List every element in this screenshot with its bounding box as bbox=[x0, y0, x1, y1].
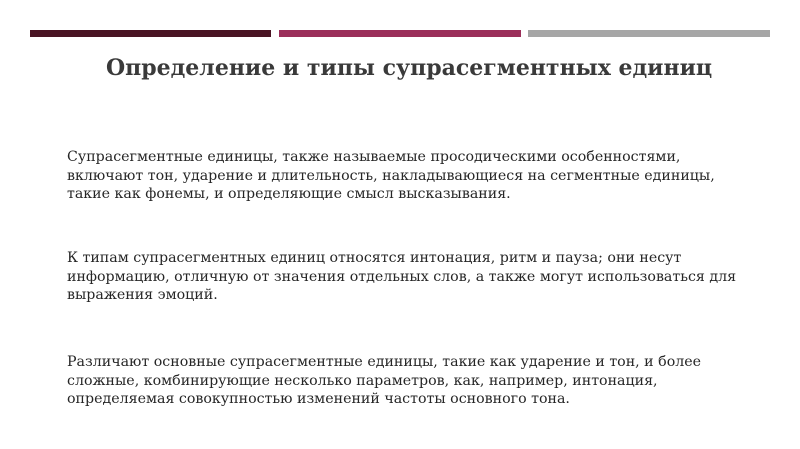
paragraph-line: Супрасегментные единицы, также называемые просодическими особенностями, bbox=[67, 149, 681, 165]
paragraph-classification bbox=[67, 353, 767, 409]
paragraph-types bbox=[67, 249, 767, 305]
slide-title: Определение и типы супрасегментных единиц bbox=[106, 55, 713, 81]
paragraph-line: включают тон, ударение и длительность, накладывающиеся на сегментные единицы, bbox=[67, 167, 715, 184]
paragraph-line: информацию, отличную от значения отдельных слов, а также могут использоваться для bbox=[67, 268, 737, 285]
paragraph-line: Различают основные супрасегментные единицы, такие как ударение и тон, и более bbox=[67, 354, 702, 370]
paragraph-line: такие как фонемы, и определяющие смысл высказывания. bbox=[67, 186, 511, 202]
paragraph-line: определяемая совокупностью изменений частоты основного тона. bbox=[67, 391, 570, 407]
paragraph-definition bbox=[67, 148, 767, 204]
accent-bar-middle bbox=[279, 30, 521, 37]
accent-bar-left bbox=[30, 30, 271, 37]
accent-bar-right bbox=[528, 30, 770, 37]
paragraph-line: К типам супрасегментных единиц относятся интонация, ритм и пауза; они несут bbox=[67, 250, 682, 266]
paragraph-line: выражения эмоций. bbox=[67, 287, 218, 303]
paragraph-line: сложные, комбинирующие несколько параметров, как, например, интонация, bbox=[67, 372, 658, 389]
